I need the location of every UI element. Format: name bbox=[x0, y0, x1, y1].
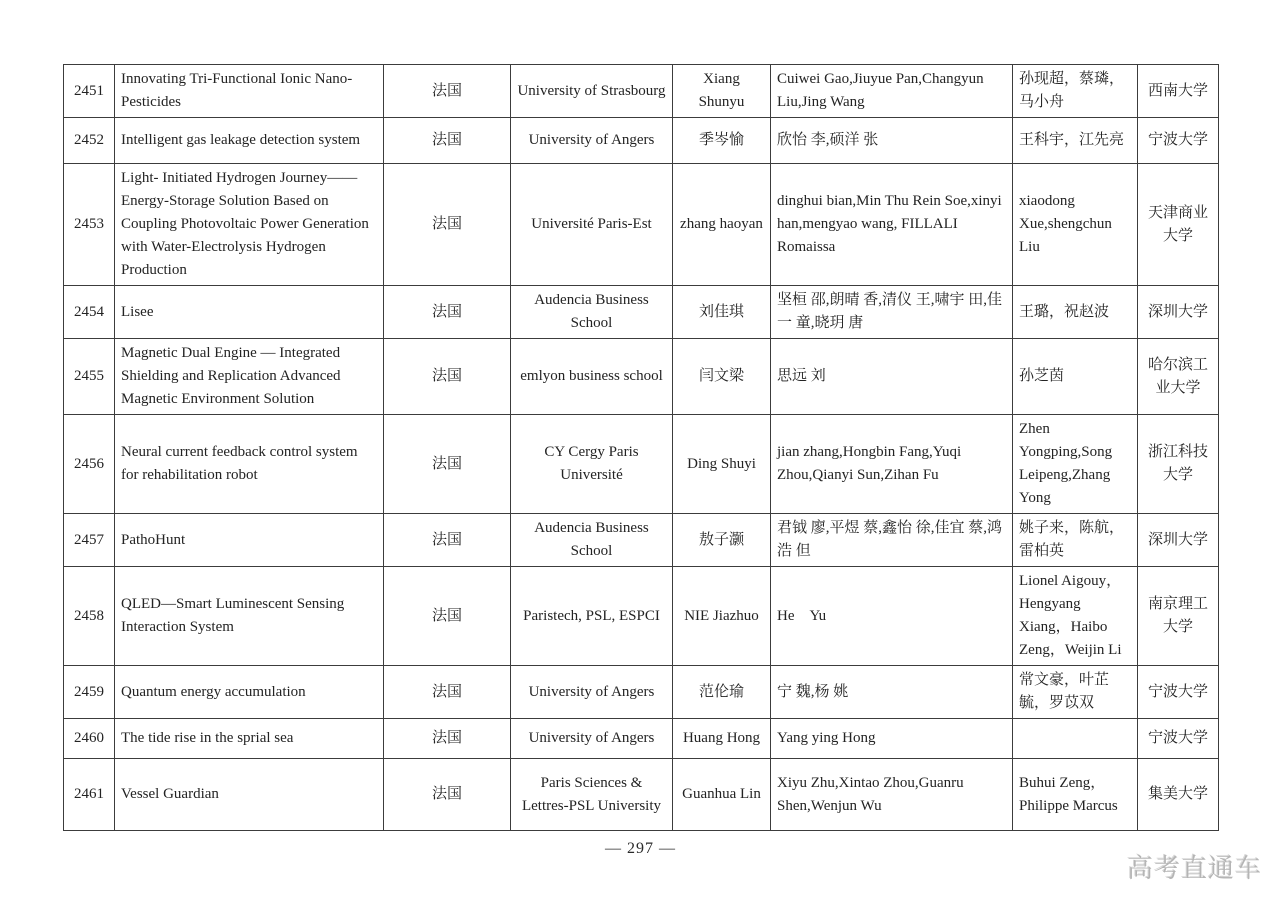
cell-country: 法国 bbox=[384, 339, 511, 415]
cell-advisors: 常文豪，叶芷毓，罗苡双 bbox=[1013, 666, 1138, 719]
cell-china-university: 深圳大学 bbox=[1138, 286, 1219, 339]
cell-entry-id: 2452 bbox=[64, 118, 115, 164]
cell-advisors: 孙芝茵 bbox=[1013, 339, 1138, 415]
cell-team-members: 思远 刘 bbox=[771, 339, 1013, 415]
cell-country: 法国 bbox=[384, 666, 511, 719]
cell-team-members: 坚桓 邵,朗晴 香,清仪 王,啸宇 田,佳一 童,晓玥 唐 bbox=[771, 286, 1013, 339]
cell-advisors: Buhui Zeng，Philippe Marcus bbox=[1013, 759, 1138, 831]
cell-china-university: 宁波大学 bbox=[1138, 719, 1219, 759]
cell-project-title: Innovating Tri-Functional Ionic Nano-Pesticides bbox=[115, 65, 384, 118]
cell-host-university: Paris Sciences & Lettres-PSL University bbox=[511, 759, 673, 831]
cell-country: 法国 bbox=[384, 514, 511, 567]
cell-team-members: He Yu bbox=[771, 567, 1013, 666]
cell-team-leader: zhang haoyan bbox=[673, 164, 771, 286]
table-row bbox=[64, 567, 1219, 666]
cell-advisors: Zhen Yongping,Song Leipeng,Zhang Yong bbox=[1013, 415, 1138, 514]
cell-team-members: jian zhang,Hongbin Fang,Yuqi Zhou,Qianyi Sun,Zihan Fu bbox=[771, 415, 1013, 514]
cell-host-university: Audencia Business School bbox=[511, 514, 673, 567]
cell-team-leader: Ding Shuyi bbox=[673, 415, 771, 514]
cell-china-university: 集美大学 bbox=[1138, 759, 1219, 831]
cell-country: 法国 bbox=[384, 65, 511, 118]
cell-china-university: 浙江科技大学 bbox=[1138, 415, 1219, 514]
cell-project-title: Quantum energy accumulation bbox=[115, 666, 384, 719]
cell-team-leader: Guanhua Lin bbox=[673, 759, 771, 831]
cell-team-leader: Xiang Shunyu bbox=[673, 65, 771, 118]
table-row bbox=[64, 514, 1219, 567]
table-row bbox=[64, 65, 1219, 118]
cell-team-members: dinghui bian,Min Thu Rein Soe,xinyi han,mengyao wang, FILLALI Romaissa bbox=[771, 164, 1013, 286]
cell-host-university: Audencia Business School bbox=[511, 286, 673, 339]
cell-project-title: PathoHunt bbox=[115, 514, 384, 567]
cell-team-leader: NIE Jiazhuo bbox=[673, 567, 771, 666]
cell-team-leader: 范伦瑜 bbox=[673, 666, 771, 719]
cell-entry-id: 2453 bbox=[64, 164, 115, 286]
cell-entry-id: 2458 bbox=[64, 567, 115, 666]
cell-country: 法国 bbox=[384, 567, 511, 666]
cell-country: 法国 bbox=[384, 164, 511, 286]
cell-country: 法国 bbox=[384, 286, 511, 339]
entries-table-body bbox=[64, 65, 1219, 831]
cell-entry-id: 2455 bbox=[64, 339, 115, 415]
cell-project-title: The tide rise in the sprial sea bbox=[115, 719, 384, 759]
page-number: — 297 — bbox=[605, 840, 676, 857]
cell-country: 法国 bbox=[384, 118, 511, 164]
cell-entry-id: 2451 bbox=[64, 65, 115, 118]
cell-entry-id: 2460 bbox=[64, 719, 115, 759]
cell-project-title: Light- Initiated Hydrogen Journey——Energy-Storage Solution Based on Coupling Photovoltaic Power Generation with Water-Electrolysis Hydrogen Production bbox=[115, 164, 384, 286]
cell-host-university: emlyon business school bbox=[511, 339, 673, 415]
cell-advisors: 孙现超，蔡璘，马小舟 bbox=[1013, 65, 1138, 118]
cell-team-members: 君钺 廖,平煜 蔡,鑫怡 徐,佳宜 蔡,鸿浩 但 bbox=[771, 514, 1013, 567]
table-row bbox=[64, 118, 1219, 164]
table-row bbox=[64, 339, 1219, 415]
cell-host-university: University of Angers bbox=[511, 118, 673, 164]
cell-team-leader: Huang Hong bbox=[673, 719, 771, 759]
table-row bbox=[64, 719, 1219, 759]
cell-project-title: Lisee bbox=[115, 286, 384, 339]
table-row bbox=[64, 164, 1219, 286]
cell-china-university: 宁波大学 bbox=[1138, 118, 1219, 164]
cell-project-title: QLED—Smart Luminescent Sensing Interaction System bbox=[115, 567, 384, 666]
cell-team-members: 宁 魏,杨 姚 bbox=[771, 666, 1013, 719]
cell-team-leader: 闫文梁 bbox=[673, 339, 771, 415]
cell-project-title: Vessel Guardian bbox=[115, 759, 384, 831]
table-row bbox=[64, 666, 1219, 719]
cell-entry-id: 2454 bbox=[64, 286, 115, 339]
cell-team-members: 欣怡 李,硕洋 张 bbox=[771, 118, 1013, 164]
cell-team-members: Yang ying Hong bbox=[771, 719, 1013, 759]
cell-china-university: 天津商业大学 bbox=[1138, 164, 1219, 286]
document-page bbox=[63, 64, 1218, 858]
cell-team-leader: 敖子灏 bbox=[673, 514, 771, 567]
cell-china-university: 南京理工大学 bbox=[1138, 567, 1219, 666]
cell-host-university: Paristech, PSL, ESPCI bbox=[511, 567, 673, 666]
cell-china-university: 宁波大学 bbox=[1138, 666, 1219, 719]
cell-entry-id: 2459 bbox=[64, 666, 115, 719]
cell-entry-id: 2457 bbox=[64, 514, 115, 567]
cell-project-title: Neural current feedback control system for rehabilitation robot bbox=[115, 415, 384, 514]
cell-host-university: CY Cergy Paris Université bbox=[511, 415, 673, 514]
cell-team-members: Xiyu Zhu,Xintao Zhou,Guanru Shen,Wenjun Wu bbox=[771, 759, 1013, 831]
cell-advisors bbox=[1013, 719, 1138, 759]
cell-advisors: 姚子来，陈航，雷柏英 bbox=[1013, 514, 1138, 567]
cell-host-university: Université Paris-Est bbox=[511, 164, 673, 286]
cell-entry-id: 2461 bbox=[64, 759, 115, 831]
cell-project-title: Magnetic Dual Engine — Integrated Shielding and Replication Advanced Magnetic Environment Solution bbox=[115, 339, 384, 415]
cell-country: 法国 bbox=[384, 415, 511, 514]
cell-advisors: Lionel Aigouy，Hengyang Xiang，Haibo Zeng，Weijin Li bbox=[1013, 567, 1138, 666]
cell-china-university: 深圳大学 bbox=[1138, 514, 1219, 567]
cell-advisors: xiaodong Xue,shengchun Liu bbox=[1013, 164, 1138, 286]
table-row bbox=[64, 759, 1219, 831]
cell-country: 法国 bbox=[384, 719, 511, 759]
entries-table bbox=[63, 64, 1219, 831]
cell-advisors: 王科宇，江先亮 bbox=[1013, 118, 1138, 164]
cell-host-university: University of Angers bbox=[511, 666, 673, 719]
cell-china-university: 哈尔滨工业大学 bbox=[1138, 339, 1219, 415]
table-row bbox=[64, 286, 1219, 339]
cell-team-leader: 季岑愉 bbox=[673, 118, 771, 164]
cell-entry-id: 2456 bbox=[64, 415, 115, 514]
watermark: 高考直通车 bbox=[1126, 853, 1262, 883]
cell-host-university: University of Strasbourg bbox=[511, 65, 673, 118]
cell-host-university: University of Angers bbox=[511, 719, 673, 759]
cell-project-title: Intelligent gas leakage detection system bbox=[115, 118, 384, 164]
cell-advisors: 王璐，祝赵波 bbox=[1013, 286, 1138, 339]
cell-team-leader: 刘佳琪 bbox=[673, 286, 771, 339]
cell-team-members: Cuiwei Gao,Jiuyue Pan,Changyun Liu,Jing Wang bbox=[771, 65, 1013, 118]
cell-china-university: 西南大学 bbox=[1138, 65, 1219, 118]
cell-country: 法国 bbox=[384, 759, 511, 831]
table-row bbox=[64, 415, 1219, 514]
